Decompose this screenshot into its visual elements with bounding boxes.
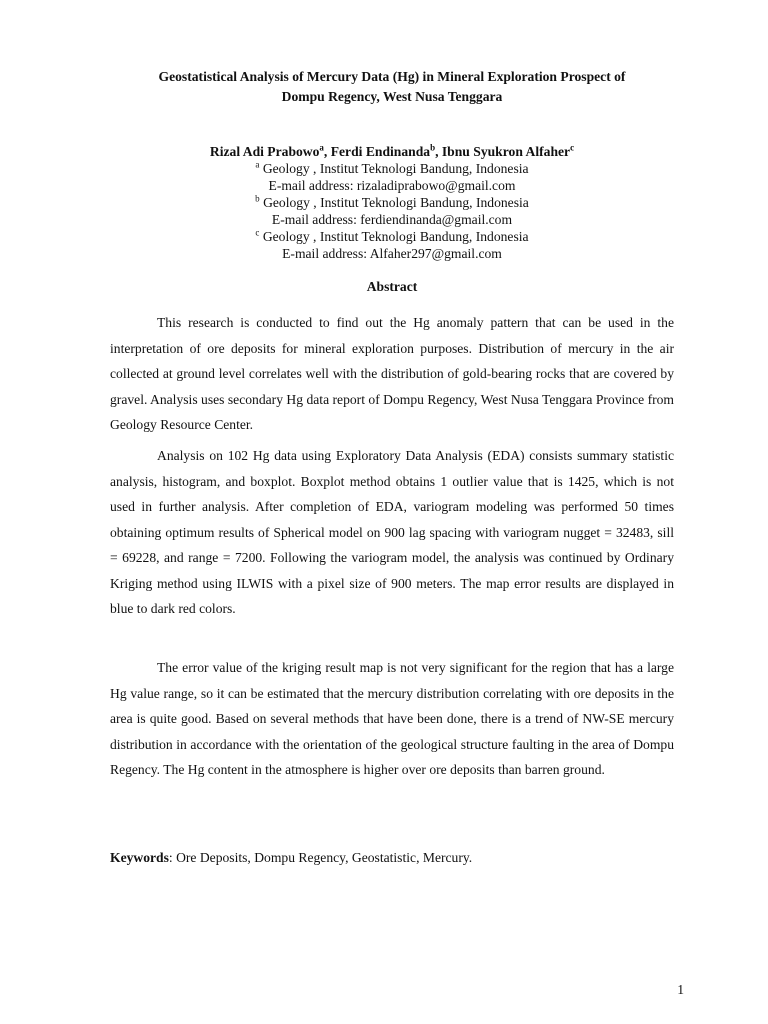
author-separator: , [323, 144, 331, 159]
affiliation-org [100, 228, 684, 245]
affiliations [100, 160, 684, 262]
abstract-paragraph-3: The error value of the kriging result map is not very significant for the region that has a large Hg value range, so it can be estimated that the mercury distribution correlating with ore deposits in the area is quite good. Based on several methods that have been done, there is a trend of NW-SE mercury distribution in accordance with the orientation of the geological structure faulting in the area of Dompu Regency. The Hg content in the atmosphere is higher over ore deposits than barren ground. [110, 660, 674, 777]
affiliation-superscript: c [255, 227, 260, 238]
title-line-2: Dompu Regency, West Nusa Tenggara [281, 89, 503, 104]
author-name: Rizal Adi Prabowo [209, 144, 320, 159]
author-list [100, 143, 684, 161]
affiliation-email: E-mail address: ferdiendinanda@gmail.com [271, 212, 513, 227]
abstract-paragraph-1: This research is conducted to find out the Hg anomaly pattern that can be used in the interpretation of ore deposits for mineral exploration purposes. Distribution of mercury in the air collected at ground level correlates well with the distribution of gold-bearing rocks that are covered by gravel. Analysis uses secondary Hg data report of Dompu Regency, West Nusa Tenggara Province from Geology Resource Center. [110, 315, 674, 432]
affiliation-email: E-mail address: Alfaher297@gmail.com [282, 246, 502, 261]
affiliation-org-text: Geology , Institut Teknologi Bandung, Indonesia [259, 161, 529, 176]
affiliation-org [100, 194, 684, 211]
affiliation-superscript: a [255, 159, 260, 170]
keywords-text: : Ore Deposits, Dompu Regency, Geostatistic, Mercury. [168, 850, 473, 865]
author-name: Ferdi Endinanda [330, 144, 431, 159]
title-line-1: Geostatistical Analysis of Mercury Data (Hg) in Mineral Exploration Prospect of [158, 69, 626, 84]
author-superscript: b [430, 142, 436, 153]
affiliation-org [100, 160, 684, 177]
affiliation-superscript: b [255, 193, 260, 204]
keywords-line [110, 849, 674, 867]
keywords-label: Keywords [110, 850, 169, 865]
page-number: 1 [677, 982, 684, 997]
abstract-heading: Abstract [366, 279, 418, 294]
affiliation-org-text: Geology , Institut Teknologi Bandung, Indonesia [259, 195, 529, 210]
abstract-paragraph-2: Analysis on 102 Hg data using Exploratory Data Analysis (EDA) consists summary statistic analysis, histogram, and boxplot. Boxplot method obtains 1 outlier value that is 1425, which is not used in further analysis. After completion of EDA, variogram modeling was performed 50 times obtaining optimum results of Spherical model on 900 lag spacing with variogram nugget = 32483, sill = 69228, and range = 7200. Following the variogram model, the analysis was continued by Ordinary Kriging method using ILWIS with a pixel size of 900 meters. The map error results are displayed in blue to dark red colors. [110, 448, 674, 616]
author-separator: , [435, 144, 442, 159]
author-name: Ibnu Syukron Alfaher [441, 144, 571, 159]
author-superscript: c [570, 142, 575, 153]
paper-title [100, 67, 684, 107]
affiliation-org-text: Geology , Institut Teknologi Bandung, Indonesia [259, 229, 529, 244]
author-superscript: a [319, 142, 324, 153]
affiliation-email: E-mail address: rizaladiprabowo@gmail.com [268, 178, 516, 193]
